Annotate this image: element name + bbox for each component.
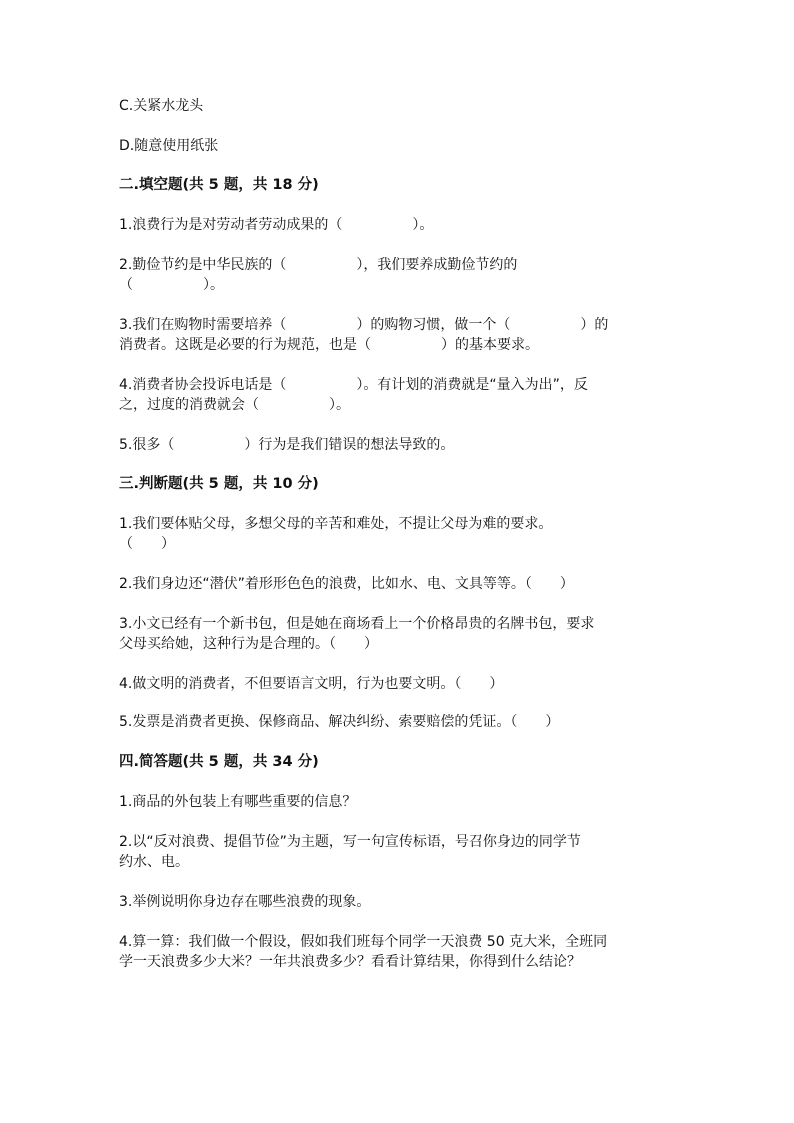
option-c: C.关紧水龙头 bbox=[119, 98, 204, 114]
fill-question-5: 5.很多（ ）行为是我们错误的想法导致的。 bbox=[119, 437, 455, 453]
judge-question-5: 5.发票是消费者更换、保修商品、解决纠纷、索要赔偿的凭证。（ ） bbox=[119, 714, 560, 730]
fill-question-2-line-1: 2.勤俭节约是中华民族的（ ），我们要养成勤俭节约的 bbox=[119, 257, 518, 273]
fill-question-1: 1.浪费行为是对劳动者劳动成果的（ ）。 bbox=[119, 217, 434, 233]
fill-question-3-line-1: 3.我们在购物时需要培养（ ）的购物习惯，做一个（ ）的 bbox=[119, 317, 609, 333]
judge-question-4: 4.做文明的消费者，不但要语言文明，行为也要文明。（ ） bbox=[119, 676, 504, 692]
short-question-4-line-1: 4.算一算：我们做一个假设，假如我们班每个同学一天浪费 50 克大米，全班同 bbox=[119, 934, 608, 950]
short-question-3: 3.举例说明你身边存在哪些浪费的现象。 bbox=[119, 894, 371, 910]
fill-question-4-line-2: 之，过度的消费就会（ ）。 bbox=[119, 397, 350, 413]
short-question-2-line-2: 约水、电。 bbox=[119, 854, 189, 870]
short-question-4-line-2: 学一天浪费多少大米？一年共浪费多少？看看计算结果，你得到什么结论？ bbox=[119, 954, 581, 970]
section-heading-short-answer: 四.简答题(共 5 题，共 34 分) bbox=[119, 754, 319, 770]
fill-question-3-line-2: 消费者。这既是必要的行为规范，也是（ ）的基本要求。 bbox=[119, 337, 539, 353]
judge-question-2: 2.我们身边还“潜伏”着形形色色的浪费，比如水、电、文具等等。（ ） bbox=[119, 576, 574, 592]
section-heading-fill-in: 二.填空题(共 5 题，共 18 分) bbox=[119, 177, 319, 193]
judge-question-3-line-1: 3.小文已经有一个新书包，但是她在商场看上一个价格昂贵的名牌书包，要求 bbox=[119, 616, 595, 632]
option-d: D.随意使用纸张 bbox=[119, 138, 219, 154]
fill-question-4-line-1: 4.消费者协会投诉电话是（ ）。有计划的消费就是“量入为出”，反 bbox=[119, 377, 588, 393]
judge-question-3-line-2: 父母买给她，这种行为是合理的。（ ） bbox=[119, 636, 378, 652]
short-question-2-line-1: 2.以“反对浪费、提倡节俭”为主题，写一句宣传标语，号召你身边的同学节 bbox=[119, 834, 581, 850]
short-question-1: 1.商品的外包装上有哪些重要的信息？ bbox=[119, 794, 357, 810]
judge-question-1-line-1: 1.我们要体贴父母，多想父母的辛苦和难处，不提让父母为难的要求。 bbox=[119, 516, 553, 532]
judge-question-1-line-2: （ ） bbox=[119, 536, 175, 552]
section-heading-true-false: 三.判断题(共 5 题，共 10 分) bbox=[119, 476, 319, 492]
fill-question-2-line-2: （ ）。 bbox=[119, 277, 224, 293]
